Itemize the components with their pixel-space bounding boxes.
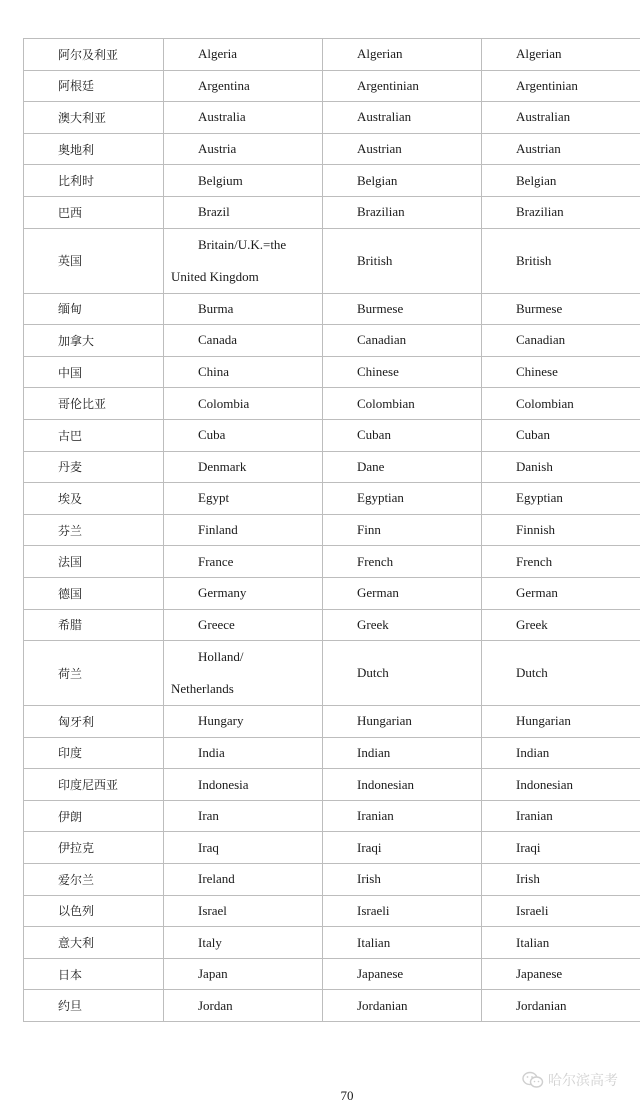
chinese-name-cell: 德国: [24, 577, 164, 609]
chinese-name-cell: 匈牙利: [24, 706, 164, 738]
country-name-line2: Netherlands: [171, 681, 234, 697]
adjective-cell: Cuban: [482, 419, 640, 451]
chinese-name-cell: 意大利: [24, 927, 164, 959]
table-row: [24, 800, 640, 832]
adjective-cell: Jordanian: [482, 990, 640, 1022]
country-name-cell: Italy: [164, 927, 323, 959]
adjective-cell: Brazilian: [482, 196, 640, 228]
adjective-cell: Algerian: [482, 39, 640, 71]
person-cell: Colombian: [323, 388, 482, 420]
chinese-name-cell: 丹麦: [24, 451, 164, 483]
chinese-name-cell: 澳大利亚: [24, 102, 164, 134]
person-cell: Israeli: [323, 895, 482, 927]
adjective-cell: Indian: [482, 737, 640, 769]
table-row: [24, 388, 640, 420]
table-row: [24, 133, 640, 165]
table-row: [24, 737, 640, 769]
watermark: [522, 1070, 618, 1090]
chinese-name-cell: 缅甸: [24, 293, 164, 325]
country-name-cell: Egypt: [164, 483, 323, 515]
person-cell: Italian: [323, 927, 482, 959]
page-number: 70: [340, 1088, 354, 1103]
table-row: [24, 990, 640, 1022]
country-name-cell: Israel: [164, 895, 323, 927]
table-row: [24, 39, 640, 71]
chinese-name-cell: 约旦: [24, 990, 164, 1022]
country-name-cell: India: [164, 737, 323, 769]
chinese-name-cell: 阿根廷: [24, 70, 164, 102]
adjective-cell: Dutch: [482, 641, 640, 706]
person-cell: Burmese: [323, 293, 482, 325]
country-name-cell: Algeria: [164, 39, 323, 71]
adjective-cell: German: [482, 577, 640, 609]
chinese-name-cell: 比利时: [24, 165, 164, 197]
country-name-cell: Germany: [164, 577, 323, 609]
person-cell: Dutch: [323, 641, 482, 706]
table-row: [24, 832, 640, 864]
table-row: [24, 958, 640, 990]
country-name-cell: Denmark: [164, 451, 323, 483]
person-cell: Jordanian: [323, 990, 482, 1022]
country-nationality-table: [23, 38, 640, 1022]
person-cell: Greek: [323, 609, 482, 641]
table-row: [24, 165, 640, 197]
person-cell: Brazilian: [323, 196, 482, 228]
country-name-cell: Iraq: [164, 832, 323, 864]
person-cell: Iraqi: [323, 832, 482, 864]
chinese-name-cell: 阿尔及利亚: [24, 39, 164, 71]
table-row: [24, 356, 640, 388]
adjective-cell: Burmese: [482, 293, 640, 325]
person-cell: Indonesian: [323, 769, 482, 801]
table-row: [24, 451, 640, 483]
country-name-cell: Greece: [164, 609, 323, 641]
person-cell: Iranian: [323, 800, 482, 832]
table-row: [24, 196, 640, 228]
table-row: [24, 514, 640, 546]
chinese-name-cell: 埃及: [24, 483, 164, 515]
country-name-line1: Britain/U.K.=the: [198, 236, 287, 252]
adjective-cell: Irish: [482, 864, 640, 896]
person-cell: Japanese: [323, 958, 482, 990]
country-name-cell: [164, 641, 323, 706]
country-name-cell: France: [164, 546, 323, 578]
chinese-name-cell: 日本: [24, 958, 164, 990]
country-name-cell: Argentina: [164, 70, 323, 102]
adjective-cell: Iranian: [482, 800, 640, 832]
chinese-name-cell: 以色列: [24, 895, 164, 927]
adjective-cell: Austrian: [482, 133, 640, 165]
adjective-cell: Australian: [482, 102, 640, 134]
country-name-line2: United Kingdom: [171, 268, 259, 284]
adjective-cell: Argentinian: [482, 70, 640, 102]
wechat-icon: [522, 1071, 544, 1089]
person-cell: Belgian: [323, 165, 482, 197]
watermark-text: 哈尔滨高考: [548, 1073, 618, 1089]
person-cell: British: [323, 228, 482, 293]
chinese-name-cell: 印度: [24, 737, 164, 769]
chinese-name-cell: 巴西: [24, 196, 164, 228]
person-cell: French: [323, 546, 482, 578]
adjective-cell: Finnish: [482, 514, 640, 546]
chinese-name-cell: 奥地利: [24, 133, 164, 165]
person-cell: German: [323, 577, 482, 609]
chinese-name-cell: 伊朗: [24, 800, 164, 832]
table-body: [24, 39, 640, 1022]
country-name-cell: Colombia: [164, 388, 323, 420]
chinese-name-cell: 荷兰: [24, 641, 164, 706]
country-name-cell: Jordan: [164, 990, 323, 1022]
table-row: [24, 483, 640, 515]
person-cell: Finn: [323, 514, 482, 546]
chinese-name-cell: 芬兰: [24, 514, 164, 546]
adjective-cell: Indonesian: [482, 769, 640, 801]
table-row: [24, 228, 640, 293]
table-row: [24, 70, 640, 102]
adjective-cell: British: [482, 228, 640, 293]
table-row: [24, 609, 640, 641]
chinese-name-cell: 希腊: [24, 609, 164, 641]
table-row: [24, 546, 640, 578]
table-row: [24, 706, 640, 738]
adjective-cell: Danish: [482, 451, 640, 483]
adjective-cell: Chinese: [482, 356, 640, 388]
country-name-cell: Iran: [164, 800, 323, 832]
person-cell: Argentinian: [323, 70, 482, 102]
table-row: [24, 419, 640, 451]
chinese-name-cell: 伊拉克: [24, 832, 164, 864]
person-cell: Canadian: [323, 325, 482, 357]
adjective-cell: Israeli: [482, 895, 640, 927]
adjective-cell: Belgian: [482, 165, 640, 197]
adjective-cell: French: [482, 546, 640, 578]
country-name-cell: [164, 228, 323, 293]
table-row: [24, 577, 640, 609]
person-cell: Algerian: [323, 39, 482, 71]
country-name-line1: Holland/: [198, 649, 244, 665]
person-cell: Austrian: [323, 133, 482, 165]
country-name-cell: Brazil: [164, 196, 323, 228]
adjective-cell: Italian: [482, 927, 640, 959]
adjective-cell: Japanese: [482, 958, 640, 990]
country-name-cell: Japan: [164, 958, 323, 990]
adjective-cell: Egyptian: [482, 483, 640, 515]
table-row: [24, 927, 640, 959]
adjective-cell: Iraqi: [482, 832, 640, 864]
country-name-cell: China: [164, 356, 323, 388]
chinese-name-cell: 哥伦比亚: [24, 388, 164, 420]
chinese-name-cell: 英国: [24, 228, 164, 293]
person-cell: Cuban: [323, 419, 482, 451]
person-cell: Irish: [323, 864, 482, 896]
country-name-cell: Ireland: [164, 864, 323, 896]
table-row: [24, 325, 640, 357]
country-name-cell: Cuba: [164, 419, 323, 451]
table-row: [24, 895, 640, 927]
country-name-cell: Austria: [164, 133, 323, 165]
adjective-cell: Hungarian: [482, 706, 640, 738]
person-cell: Indian: [323, 737, 482, 769]
table-row: [24, 641, 640, 706]
country-name-cell: Australia: [164, 102, 323, 134]
country-name-cell: Belgium: [164, 165, 323, 197]
country-name-cell: Indonesia: [164, 769, 323, 801]
chinese-name-cell: 法国: [24, 546, 164, 578]
table-row: [24, 102, 640, 134]
chinese-name-cell: 印度尼西亚: [24, 769, 164, 801]
adjective-cell: Canadian: [482, 325, 640, 357]
table-row: [24, 293, 640, 325]
person-cell: Egyptian: [323, 483, 482, 515]
adjective-cell: Greek: [482, 609, 640, 641]
country-name-cell: Canada: [164, 325, 323, 357]
person-cell: Australian: [323, 102, 482, 134]
person-cell: Hungarian: [323, 706, 482, 738]
country-name-cell: Burma: [164, 293, 323, 325]
chinese-name-cell: 古巴: [24, 419, 164, 451]
chinese-name-cell: 中国: [24, 356, 164, 388]
country-name-cell: Hungary: [164, 706, 323, 738]
chinese-name-cell: 加拿大: [24, 325, 164, 357]
adjective-cell: Colombian: [482, 388, 640, 420]
person-cell: Dane: [323, 451, 482, 483]
table-row: [24, 769, 640, 801]
table-row: [24, 864, 640, 896]
chinese-name-cell: 爱尔兰: [24, 864, 164, 896]
country-name-cell: Finland: [164, 514, 323, 546]
person-cell: Chinese: [323, 356, 482, 388]
